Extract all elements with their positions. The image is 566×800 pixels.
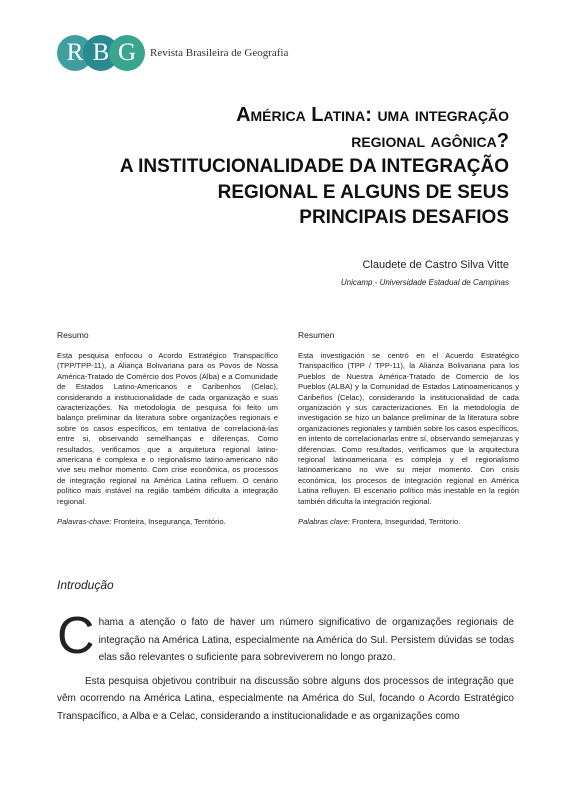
resumo-keywords-value: Fronteira, Insegurança, Território. <box>113 517 226 527</box>
intro-paragraph-1: hama a atenção o fato de haver um número significativo de organizações regionais de integração na América Latina, especialmente na América do Sul. Persistem dúvidas se todas elas são relevantes o suficiente para sobreviverem no longo prazo. <box>98 617 514 664</box>
intro-paragraph-2: Esta pesquisa objetivou contribuir na discussão sobre alguns dos processos de integração que vêm ocorrendo na América Latina, especialmente na América do Sul, focando o Acordo Estratégico Transpacífico, a Alba e a Celac, considerando a institucionalidade e as organizações como <box>57 675 514 722</box>
title-line-1: América Latina: uma integração <box>236 104 509 126</box>
author-name: Claudete de Castro Silva Vitte <box>362 259 509 271</box>
drop-cap: C <box>57 607 95 665</box>
title-line-3: A INSTITUCIONALIDADE DA INTEGRAÇÃO <box>119 156 509 177</box>
resumen-keywords <box>298 517 519 527</box>
resumo-text: Esta pesquisa enfocou o Acordo Estratégico Transpacífico (TPP/TPP-11), a Aliança Bolivariana para os Povos de Nossa América-Tratado de Comércio dos Povos (Alba) e a Comunidade de Estados Latino-Americanos e Caribenhos (Celac), considerando a institucionalidade de cada organização e suas caracterizações. Na metodologia de pesquisa foi feito um balanço preliminar da literatura sobre organizações regionais e sobre os casos específicos, em tentativa de correlacioná-las entre si, observando semelhanças e diferenças. Como resultados, verificamos que a arquitetura regional latino-americana é complexa e o regionalismo latino-americano não vive seu melhor momento. Com crise econômica, os processos de integração regional na América Latina refluem. O cenário político mais instável na região também dificulta a integração regional. <box>57 351 278 506</box>
article-title <box>39 103 509 231</box>
logo-letter-r: R <box>66 39 84 66</box>
abstract-portuguese <box>57 330 278 528</box>
introduction-body <box>57 607 514 726</box>
resumen-text: Esta investigación se centró en el Acuerdo Estratégico Transpacífico (TPP / TPP-11), la Alianza Bolivariana para los Pueblos de Nuestra América-Tratado de Comercio de los Pueblos (ALBA) y la Comunidad de Estados Latinoamericanos y Caribeños (Celac), considerando la institucionalidad de cada organización y sus caracterizaciones. En la metodología de investigación se hizo un balance preliminar de la literatura sobre organizaciones regionales y también sobre los casos específicos, en intento de correlacionarlas entre sí, observando semejanzas y diferencias. Como resultados, verificamos que la arquitectura regional latinoamericana es compleja y el regionalismo latinoamericano no vive su mejor momento. Con crisis económica, los procesos de integración regional en América Latina refluyen. El escenario político más inestable en la región también dificulta la integración regional. <box>298 351 519 506</box>
resumo-keywords <box>57 517 278 527</box>
resumen-keywords-label: Palabras clave: <box>298 517 350 527</box>
logo-letter-b: B <box>92 39 110 66</box>
title-line-5: PRINCIPAIS DESAFIOS <box>299 207 509 228</box>
title-line-4: REGIONAL E ALGUNS DE SEUS <box>217 181 509 203</box>
logo-circle-g <box>109 35 145 71</box>
resumo-keywords-label: Palavras-chave: <box>57 517 112 527</box>
title-line-2: regional agônica? <box>351 129 509 152</box>
logo-letter-g: G <box>117 39 137 66</box>
journal-name: Revista Brasileira de Geografia <box>150 47 289 59</box>
abstract-spanish <box>298 330 519 528</box>
introduction-heading: Introdução <box>57 578 114 592</box>
author-affiliation: Unicamp - Universidade Estadual de Campinas <box>340 278 509 287</box>
resumo-heading: Resumo <box>57 330 89 340</box>
resumen-keywords-value: Frontera, Inseguridad, Territorio. <box>352 517 461 527</box>
journal-logo <box>57 35 289 73</box>
resumen-heading: Resumen <box>298 330 335 340</box>
